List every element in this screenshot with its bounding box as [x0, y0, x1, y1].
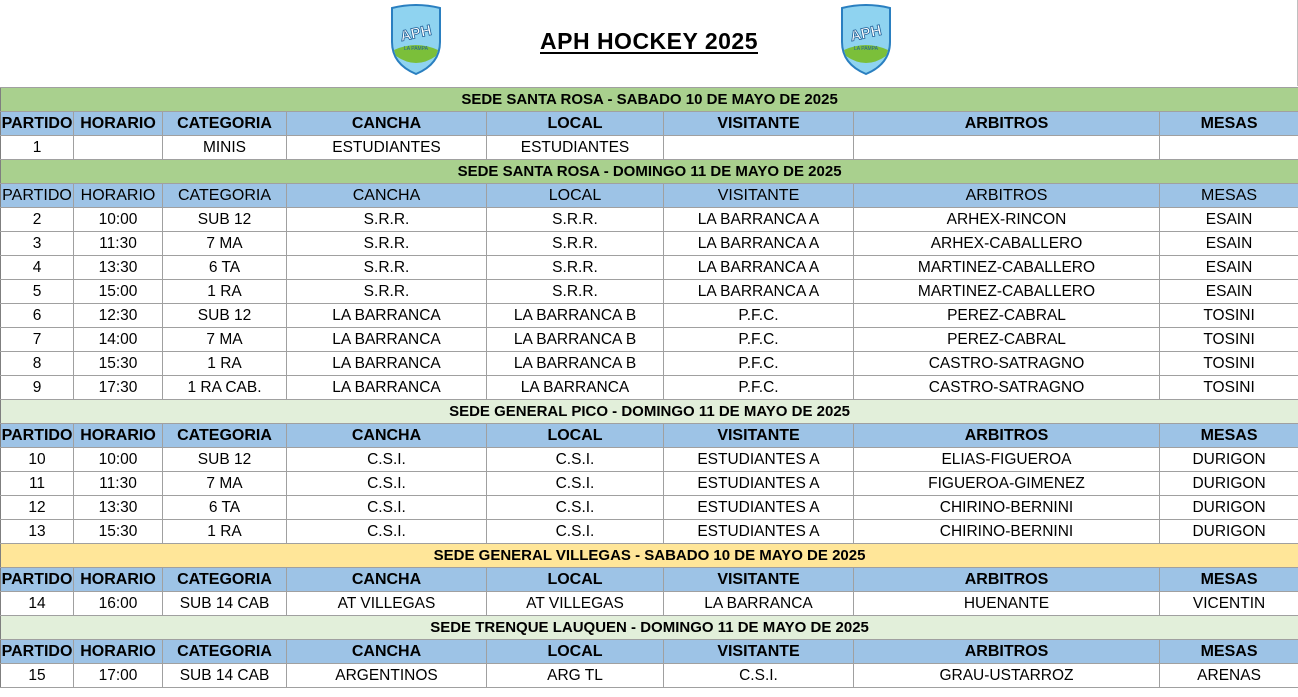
- column-header-mesas: MESAS: [1160, 568, 1298, 592]
- cell-visitante: P.F.C.: [664, 352, 854, 376]
- table-row: [1, 136, 1298, 160]
- svg-text:LA PAMPA: LA PAMPA: [854, 46, 878, 52]
- table-row: [1, 592, 1298, 616]
- column-header-arbitros: ARBITROS: [854, 640, 1160, 664]
- svg-text:APH: APH: [848, 21, 884, 46]
- cell-horario: 17:00: [74, 664, 163, 688]
- column-header-categoria: CATEGORIA: [163, 424, 287, 448]
- column-header-mesas: MESAS: [1160, 640, 1298, 664]
- cell-mesas: [1160, 136, 1298, 160]
- cell-arbitros: CASTRO-SATRAGNO: [854, 352, 1160, 376]
- cell-categoria: SUB 14 CAB: [163, 664, 287, 688]
- cell-local: C.S.I.: [487, 472, 664, 496]
- cell-mesas: DURIGON: [1160, 520, 1298, 544]
- column-header-visitante: VISITANTE: [664, 640, 854, 664]
- table-row: [1, 496, 1298, 520]
- cell-mesas: ESAIN: [1160, 256, 1298, 280]
- cell-categoria: 1 RA: [163, 520, 287, 544]
- cell-visitante: C.S.I.: [664, 664, 854, 688]
- cell-categoria: SUB 12: [163, 448, 287, 472]
- schedule-table: [0, 87, 1298, 688]
- table-row: [1, 256, 1298, 280]
- cell-arbitros: CHIRINO-BERNINI: [854, 520, 1160, 544]
- table-row: [1, 328, 1298, 352]
- cell-partido: 5: [1, 280, 74, 304]
- cell-arbitros: MARTINEZ-CABALLERO: [854, 280, 1160, 304]
- cell-cancha: ARGENTINOS: [287, 664, 487, 688]
- cell-cancha: S.R.R.: [287, 256, 487, 280]
- section-title-row: [1, 88, 1298, 112]
- column-header-row: [1, 112, 1298, 136]
- column-header-horario: HORARIO: [74, 568, 163, 592]
- column-header-arbitros: ARBITROS: [854, 568, 1160, 592]
- cell-categoria: 6 TA: [163, 256, 287, 280]
- cell-local: LA BARRANCA B: [487, 304, 664, 328]
- cell-visitante: ESTUDIANTES A: [664, 472, 854, 496]
- section-title-row: [1, 400, 1298, 424]
- table-row: [1, 352, 1298, 376]
- cell-categoria: SUB 12: [163, 304, 287, 328]
- section-title: SEDE SANTA ROSA - DOMINGO 11 DE MAYO DE 2025: [1, 160, 1298, 184]
- column-header-row: [1, 424, 1298, 448]
- cell-arbitros: GRAU-USTARROZ: [854, 664, 1160, 688]
- cell-local: LA BARRANCA B: [487, 352, 664, 376]
- cell-categoria: SUB 12: [163, 208, 287, 232]
- cell-cancha: LA BARRANCA: [287, 304, 487, 328]
- cell-mesas: ESAIN: [1160, 280, 1298, 304]
- column-header-cancha: CANCHA: [287, 424, 487, 448]
- column-header-arbitros: ARBITROS: [854, 424, 1160, 448]
- column-header-cancha: CANCHA: [287, 184, 487, 208]
- column-header-mesas: MESAS: [1160, 112, 1298, 136]
- column-header-arbitros: ARBITROS: [854, 184, 1160, 208]
- cell-partido: 3: [1, 232, 74, 256]
- cell-mesas: DURIGON: [1160, 496, 1298, 520]
- column-header-local: LOCAL: [487, 640, 664, 664]
- cell-partido: 14: [1, 592, 74, 616]
- section-title: SEDE TRENQUE LAUQUEN - DOMINGO 11 DE MAYO DE 2025: [1, 616, 1298, 640]
- cell-horario: 15:30: [74, 352, 163, 376]
- cell-mesas: VICENTIN: [1160, 592, 1298, 616]
- column-header-local: LOCAL: [487, 568, 664, 592]
- cell-visitante: P.F.C.: [664, 376, 854, 400]
- column-header-horario: HORARIO: [74, 112, 163, 136]
- svg-text:APH: APH: [398, 21, 434, 46]
- section-title-row: [1, 160, 1298, 184]
- cell-horario: 10:00: [74, 208, 163, 232]
- svg-text:LA PAMPA: LA PAMPA: [404, 46, 428, 52]
- cell-categoria: 6 TA: [163, 496, 287, 520]
- cell-visitante: P.F.C.: [664, 328, 854, 352]
- cell-mesas: TOSINI: [1160, 304, 1298, 328]
- cell-cancha: C.S.I.: [287, 496, 487, 520]
- cell-mesas: ARENAS: [1160, 664, 1298, 688]
- cell-local: C.S.I.: [487, 520, 664, 544]
- table-row: [1, 520, 1298, 544]
- column-header-categoria: CATEGORIA: [163, 184, 287, 208]
- cell-local: AT VILLEGAS: [487, 592, 664, 616]
- cell-mesas: ESAIN: [1160, 232, 1298, 256]
- cell-mesas: TOSINI: [1160, 352, 1298, 376]
- cell-visitante: LA BARRANCA A: [664, 208, 854, 232]
- cell-cancha: C.S.I.: [287, 448, 487, 472]
- cell-visitante: P.F.C.: [664, 304, 854, 328]
- cell-horario: 15:00: [74, 280, 163, 304]
- cell-horario: 13:30: [74, 256, 163, 280]
- column-header-partido: PARTIDO: [1, 640, 74, 664]
- column-header-cancha: CANCHA: [287, 112, 487, 136]
- aph-logo-right-icon: [836, 4, 896, 76]
- cell-arbitros: [854, 136, 1160, 160]
- cell-categoria: MINIS: [163, 136, 287, 160]
- cell-arbitros: MARTINEZ-CABALLERO: [854, 256, 1160, 280]
- cell-horario: [74, 136, 163, 160]
- cell-visitante: ESTUDIANTES A: [664, 520, 854, 544]
- cell-horario: 15:30: [74, 520, 163, 544]
- column-header-mesas: MESAS: [1160, 424, 1298, 448]
- column-header-arbitros: ARBITROS: [854, 112, 1160, 136]
- cell-categoria: 1 RA CAB.: [163, 376, 287, 400]
- cell-arbitros: ARHEX-RINCON: [854, 208, 1160, 232]
- cell-arbitros: HUENANTE: [854, 592, 1160, 616]
- cell-categoria: 1 RA: [163, 352, 287, 376]
- column-header-horario: HORARIO: [74, 424, 163, 448]
- cell-mesas: TOSINI: [1160, 376, 1298, 400]
- cell-horario: 17:30: [74, 376, 163, 400]
- cell-categoria: 1 RA: [163, 280, 287, 304]
- cell-cancha: S.R.R.: [287, 232, 487, 256]
- column-header-row: [1, 568, 1298, 592]
- column-header-row: [1, 640, 1298, 664]
- cell-local: C.S.I.: [487, 496, 664, 520]
- cell-horario: 11:30: [74, 472, 163, 496]
- cell-cancha: LA BARRANCA: [287, 376, 487, 400]
- cell-partido: 10: [1, 448, 74, 472]
- cell-mesas: ESAIN: [1160, 208, 1298, 232]
- cell-local: C.S.I.: [487, 448, 664, 472]
- cell-partido: 9: [1, 376, 74, 400]
- cell-visitante: ESTUDIANTES A: [664, 496, 854, 520]
- cell-arbitros: PEREZ-CABRAL: [854, 328, 1160, 352]
- cell-local: LA BARRANCA: [487, 376, 664, 400]
- table-row: [1, 472, 1298, 496]
- table-row: [1, 232, 1298, 256]
- cell-arbitros: CASTRO-SATRAGNO: [854, 376, 1160, 400]
- cell-visitante: LA BARRANCA: [664, 592, 854, 616]
- column-header-categoria: CATEGORIA: [163, 640, 287, 664]
- column-header-horario: HORARIO: [74, 184, 163, 208]
- cell-partido: 1: [1, 136, 74, 160]
- column-header-categoria: CATEGORIA: [163, 112, 287, 136]
- column-header-visitante: VISITANTE: [664, 424, 854, 448]
- column-header-local: LOCAL: [487, 424, 664, 448]
- cell-cancha: C.S.I.: [287, 472, 487, 496]
- cell-horario: 10:00: [74, 448, 163, 472]
- column-header-horario: HORARIO: [74, 640, 163, 664]
- table-row: [1, 304, 1298, 328]
- column-header-cancha: CANCHA: [287, 640, 487, 664]
- cell-cancha: C.S.I.: [287, 520, 487, 544]
- cell-arbitros: FIGUEROA-GIMENEZ: [854, 472, 1160, 496]
- cell-visitante: LA BARRANCA A: [664, 232, 854, 256]
- column-header-categoria: CATEGORIA: [163, 568, 287, 592]
- cell-local: S.R.R.: [487, 232, 664, 256]
- cell-partido: 2: [1, 208, 74, 232]
- cell-categoria: 7 MA: [163, 328, 287, 352]
- cell-visitante: LA BARRANCA A: [664, 280, 854, 304]
- cell-horario: 13:30: [74, 496, 163, 520]
- cell-partido: 15: [1, 664, 74, 688]
- cell-horario: 11:30: [74, 232, 163, 256]
- cell-horario: 12:30: [74, 304, 163, 328]
- title-bar: [0, 0, 1298, 86]
- cell-horario: 14:00: [74, 328, 163, 352]
- cell-arbitros: ELIAS-FIGUEROA: [854, 448, 1160, 472]
- table-row: [1, 664, 1298, 688]
- cell-arbitros: CHIRINO-BERNINI: [854, 496, 1160, 520]
- cell-visitante: [664, 136, 854, 160]
- section-title: SEDE SANTA ROSA - SABADO 10 DE MAYO DE 2025: [1, 88, 1298, 112]
- cell-cancha: S.R.R.: [287, 208, 487, 232]
- cell-arbitros: ARHEX-CABALLERO: [854, 232, 1160, 256]
- cell-visitante: ESTUDIANTES A: [664, 448, 854, 472]
- section-title: SEDE GENERAL VILLEGAS - SABADO 10 DE MAYO DE 2025: [1, 544, 1298, 568]
- section-title: SEDE GENERAL PICO - DOMINGO 11 DE MAYO DE 2025: [1, 400, 1298, 424]
- cell-cancha: AT VILLEGAS: [287, 592, 487, 616]
- cell-partido: 8: [1, 352, 74, 376]
- table-row: [1, 280, 1298, 304]
- cell-partido: 6: [1, 304, 74, 328]
- cell-cancha: ESTUDIANTES: [287, 136, 487, 160]
- column-header-visitante: VISITANTE: [664, 184, 854, 208]
- column-header-local: LOCAL: [487, 184, 664, 208]
- cell-local: S.R.R.: [487, 256, 664, 280]
- cell-categoria: 7 MA: [163, 472, 287, 496]
- column-header-cancha: CANCHA: [287, 568, 487, 592]
- cell-mesas: DURIGON: [1160, 448, 1298, 472]
- section-title-row: [1, 544, 1298, 568]
- table-row: [1, 376, 1298, 400]
- page-title: APH HOCKEY 2025: [540, 28, 758, 54]
- column-header-row: [1, 184, 1298, 208]
- column-header-local: LOCAL: [487, 112, 664, 136]
- column-header-partido: PARTIDO: [1, 184, 74, 208]
- column-header-partido: PARTIDO: [1, 112, 74, 136]
- cell-local: LA BARRANCA B: [487, 328, 664, 352]
- cell-arbitros: PEREZ-CABRAL: [854, 304, 1160, 328]
- cell-mesas: DURIGON: [1160, 472, 1298, 496]
- cell-local: ESTUDIANTES: [487, 136, 664, 160]
- cell-visitante: LA BARRANCA A: [664, 256, 854, 280]
- table-row: [1, 448, 1298, 472]
- cell-partido: 13: [1, 520, 74, 544]
- cell-cancha: LA BARRANCA: [287, 352, 487, 376]
- cell-local: S.R.R.: [487, 280, 664, 304]
- cell-partido: 4: [1, 256, 74, 280]
- cell-mesas: TOSINI: [1160, 328, 1298, 352]
- cell-partido: 11: [1, 472, 74, 496]
- cell-partido: 12: [1, 496, 74, 520]
- cell-horario: 16:00: [74, 592, 163, 616]
- cell-categoria: SUB 14 CAB: [163, 592, 287, 616]
- cell-local: S.R.R.: [487, 208, 664, 232]
- column-header-partido: PARTIDO: [1, 568, 74, 592]
- cell-local: ARG TL: [487, 664, 664, 688]
- section-title-row: [1, 616, 1298, 640]
- cell-partido: 7: [1, 328, 74, 352]
- column-header-visitante: VISITANTE: [664, 568, 854, 592]
- column-header-visitante: VISITANTE: [664, 112, 854, 136]
- column-header-mesas: MESAS: [1160, 184, 1298, 208]
- column-header-partido: PARTIDO: [1, 424, 74, 448]
- cell-categoria: 7 MA: [163, 232, 287, 256]
- table-row: [1, 208, 1298, 232]
- cell-cancha: S.R.R.: [287, 280, 487, 304]
- cell-cancha: LA BARRANCA: [287, 328, 487, 352]
